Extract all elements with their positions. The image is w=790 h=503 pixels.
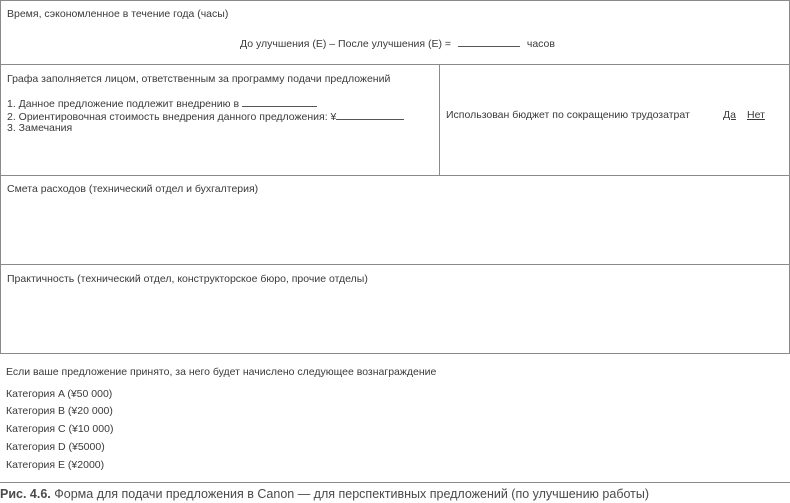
budget-no-option[interactable]: Нет [747, 109, 765, 121]
category-d: Категория D (¥5000) [6, 441, 105, 453]
category-b: Категория B (¥20 000) [6, 405, 113, 417]
practicality-section[interactable] [0, 264, 790, 354]
list-item-implementation: 1. Данное предложение подлежит внедрению в [7, 96, 317, 111]
formula-unit: часов [526, 38, 555, 50]
cost-blank[interactable] [336, 109, 404, 120]
responsible-title: Графа заполняется лицом, ответственным за программу подачи предложений [7, 73, 391, 85]
list-item-cost: 2. Ориентировочная стоимость внедрения данного предложения: ¥ [7, 109, 404, 124]
cost-estimate-section[interactable] [0, 175, 790, 265]
practicality-title: Практичность (технический отдел, конструкторское бюро, прочие отделы) [7, 273, 368, 285]
formula-left-text: До улучшения (E) – После улучшения (E) = [240, 38, 452, 50]
caption-label: Рис. 4.6. [0, 487, 51, 501]
caption-text: Форма для подачи предложения в Canon — для перспективных предложений (по улучшению работы) [54, 487, 650, 501]
implementation-blank[interactable] [242, 96, 317, 107]
list-item-remarks: 3. Замечания [7, 122, 73, 134]
reward-intro: Если ваше предложение принято, за него будет начислено следующее вознаграждение [6, 366, 437, 378]
category-c: Категория C (¥10 000) [6, 423, 114, 435]
category-a: Категория A (¥50 000) [6, 388, 113, 400]
time-saved-section [0, 0, 790, 65]
hours-blank[interactable] [458, 36, 520, 47]
responsible-section [0, 64, 440, 176]
figure-caption [0, 487, 790, 503]
time-saved-title: Время, сэкономленное в течение года (часы) [7, 8, 229, 20]
budget-yes-option[interactable]: Да [723, 109, 736, 121]
cost-estimate-title: Смета расходов (технический отдел и бухгалтерия) [7, 183, 259, 195]
category-e: Категория E (¥2000) [6, 459, 105, 471]
budget-section [439, 64, 790, 176]
budget-label: Использован бюджет по сокращению трудозатрат [446, 109, 690, 121]
bottom-divider [0, 482, 790, 483]
time-saved-formula [240, 36, 555, 51]
